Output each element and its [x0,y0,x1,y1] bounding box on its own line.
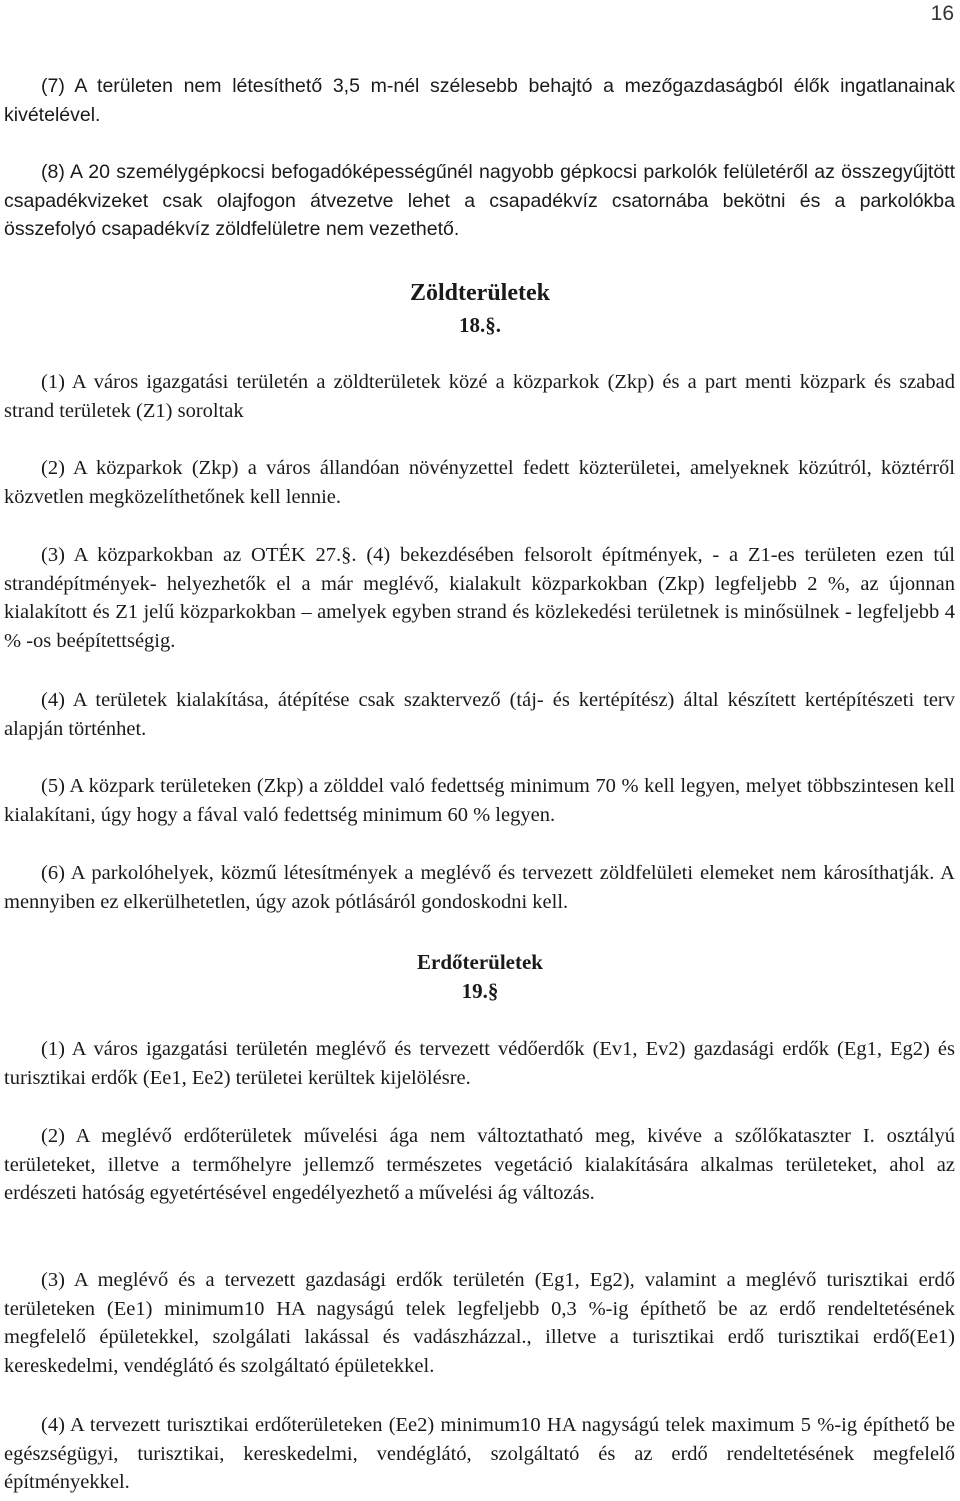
section-19-paragraph-4: (4) A tervezett turisztikai erdőterületeken (Ee2) minimum10 HA nagyságú telek maximum 5 %-ig építhető be egészségügyi, turisztikai, kereskedelmi, vendéglátó, szolgáltató és az erdő rendeltetésének megfelelő építményekkel. [4,1414,955,1494]
section-18-paragraph-5: (5) A közpark területeken (Zkp) a zölddel való fedettség minimum 70 % kell legyen, melyet többszintesen kell kialakítani, úgy hogy a fával való fedettség minimum 60 % legyen. [4,775,955,826]
section-19-paragraph-3: (3) A meglévő és a tervezett gazdasági erdők területén (Eg1, Eg2), valamint a meglévő turisztikai erdő területeken (Ee1) minimum10 HA nagyságú telek legfeljebb 0,3 %-ig építhető be az erdő rendeltetésének megfelelő épületekkel, szolgálati lakással és vadászházzal., illetve a turisztikai erdő turisztikai erdő(Ee1) kereskedelmi, vendéglátó és szolgáltató épületekkel. [4,1269,955,1377]
section-18-paragraph-3: (3) A közparkokban az OTÉK 27.§. (4) bekezdésében felsorolt építmények, - a Z1-es területen ezen túl strandépítmények- helyezhetők el a már meglévő, kialakult közparkokban (Zkp) legfeljebb 2 %, az újonnan kialakított és Z1 jelű közparkokban – amelyek egyben strand és közlekedési területnek is minősülnek - legfeljebb 4 % -os beépítettségig. [4,544,955,652]
section-18-paragraph-6: (6) A parkolóhelyek, közmű létesítmények a meglévő és tervezett zöldfelületi elemeket nem károsíthatják. A mennyiben ez elkerülhetetlen, úgy azok pótlásáról gondoskodni kell. [4,862,955,913]
section-18-paragraph-1: (1) A város igazgatási területén a zöldterületek közé a közparkok (Zkp) és a part menti közpark és szabad strand területek (Z1) soroltak [4,371,955,422]
section-18-paragraph-2: (2) A közparkok (Zkp) a város állandóan növényzettel fedett közterületei, amelyeknek közútról, köztérről közvetlen megközelíthetőnek kell lennie. [4,457,955,508]
paragraph-7: (7) A területen nem létesíthető 3,5 m-nél szélesebb behajtó a mezőgazdaságból élők ingatlanainak kivételével. [4,75,955,126]
section-19-number: 19.§ [461,979,499,1003]
section-19-title: Erdőterületek [417,950,543,974]
paragraph-8: (8) A 20 személygépkocsi befogadóképességűnél nagyobb gépkocsi parkolók felületéről az összegyűjtött csapadékvizeket csak olajfogon átvezetve lehet a csapadékvíz csatornába bekötni és a parkolókba összefolyó csapadékvíz zöldfelületre nem vezethető. [4,161,955,241]
section-19-paragraph-1: (1) A város igazgatási területén meglévő és tervezett védőerdők (Ev1, Ev2) gazdasági erdők (Eg1, Eg2) és turisztikai erdők (Ee1, Ee2) területei kerültek kijelölésre. [4,1038,955,1089]
page-number: 16 [930,2,954,25]
section-18-number: 18.§. [459,313,501,337]
section-18-title: Zöldterületek [410,280,550,306]
section-18-paragraph-4: (4) A területek kialakítása, átépítése csak szaktervező (táj- és kertépítész) által készített kertépítészeti terv alapján történhet. [4,689,955,740]
section-19-paragraph-2: (2) A meglévő erdőterületek művelési ága nem változtatható meg, kivéve a szőlőkataszter I. osztályú területeket, illetve a termőhelyre jellemző természetes vegetáció kialakítására alkalmas területeket, ahol az erdészeti hatóság egyetértésével engedélyezhető a művelési ág változás. [4,1125,955,1205]
